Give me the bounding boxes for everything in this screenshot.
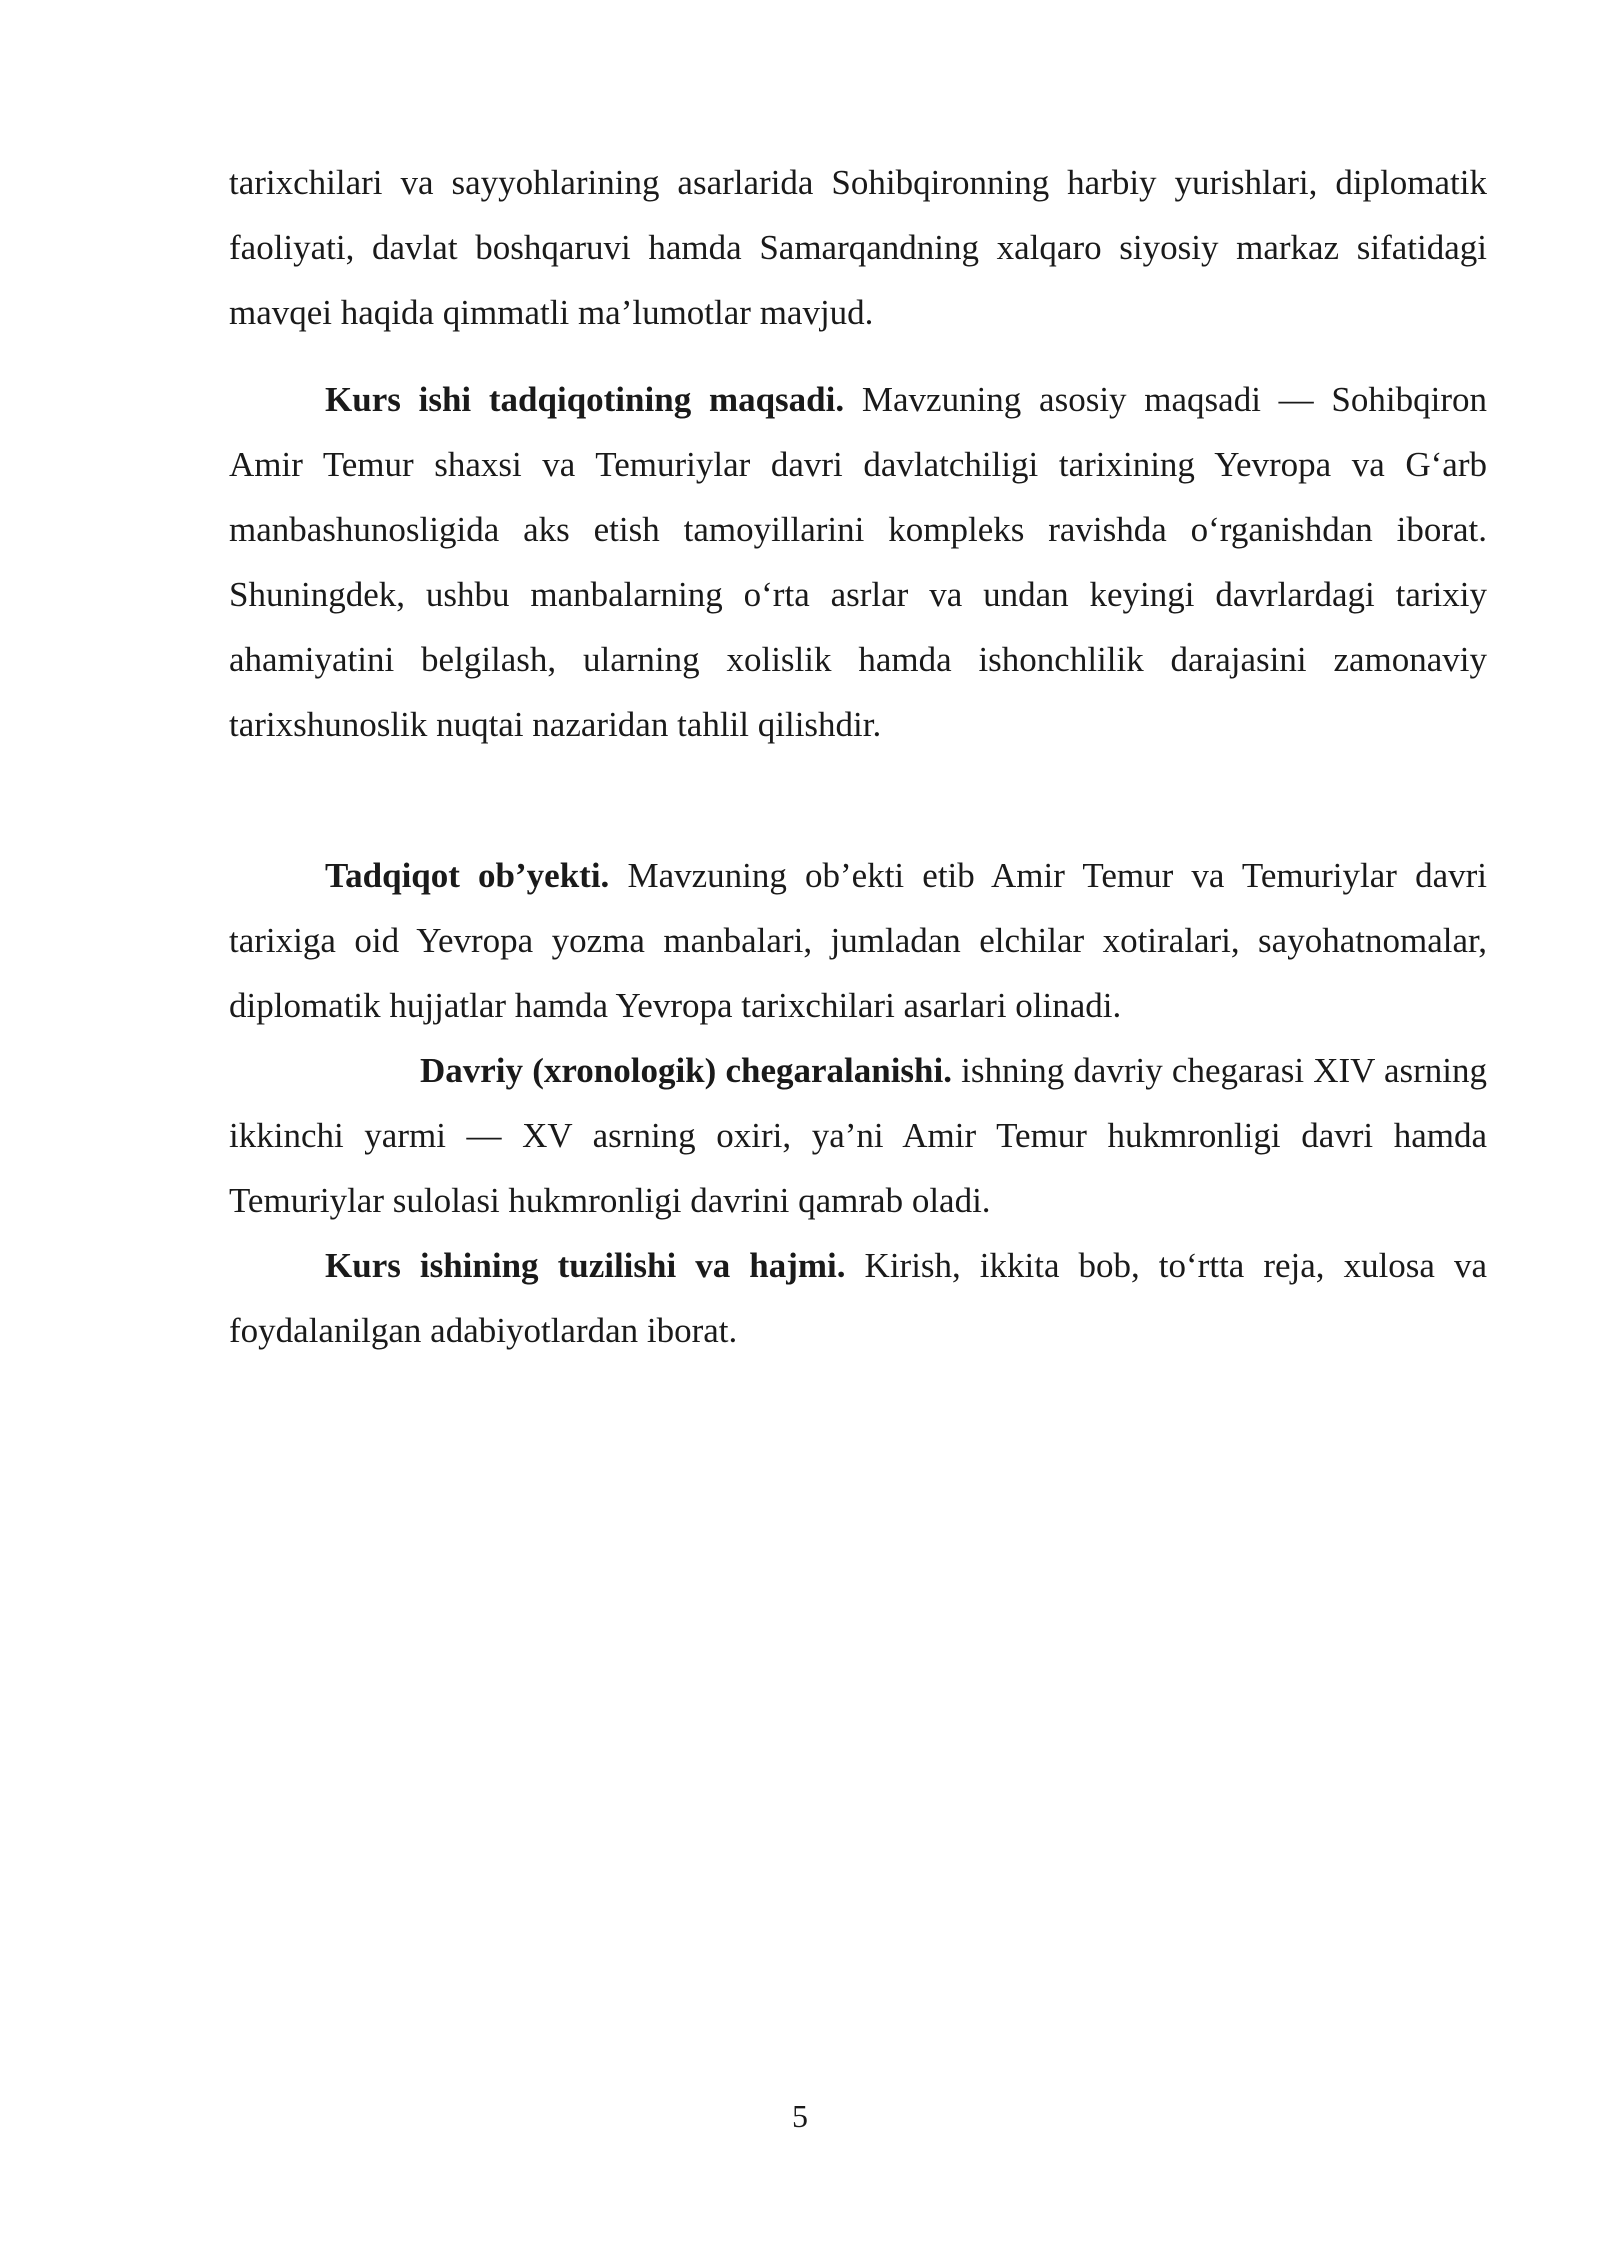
paragraph-text: Mavzuning ob’ekti etib Amir Temur va Temuriylar davri tarixiga oid Yevropa yozma manbalari, jumladan elchilar xotiralari, sayohatnomalar, diplomatik hujjatlar hamda Yevropa tarixchilari asarlari olinadi. — [229, 856, 1487, 1025]
page-number: 5 — [792, 2098, 808, 2134]
paragraph-text: Kirish, ikkita bob, to‘rtta reja, xulosa va foydalanilgan adabiyotlardan iborat. — [229, 1246, 1488, 1350]
paragraph-heading: Tadqiqot ob’yekti. — [325, 856, 610, 895]
paragraph-text: tarixchilari va sayyohlarining asarlarida Sohibqironning harbiy yurishlari, diplomatik faoliyati, davlat boshqaruvi hamda Samarqandning xalqaro siyosiy markaz sifatidagi mavqei haqida qimmatli ma’lumotlar mavjud. — [229, 163, 1487, 332]
paragraph-text: ishning davriy chegarasi XIV asrning ikkinchi yarmi — XV asrning oxiri, ya’ni Amir Temur hukmronligi davri hamda Temuriylar sulolasi hukmronligi davrini qamrab oladi. — [229, 1051, 1487, 1220]
document-page — [229, 150, 1487, 1363]
paragraph-heading: Davriy (xronologik) chegaralanishi. — [420, 1051, 952, 1090]
paragraph-research-object — [229, 843, 1487, 1038]
paragraph-text: Mavzuning asosiy maqsadi — Sohibqiron Amir Temur shaxsi va Temuriylar davri davlatchiligi tarixining Yevropa va G‘arb manbashunosligida aks etish tamoyillarini kompleks ravishda o‘rganishdan iborat. Shuningdek, ushbu manbalarning o‘rta asrlar va undan keyingi davrlardagi tarixiy ahamiyatini belgilash, ularning xolislik hamda ishonchlilik darajasini zamonaviy tarixshunoslik nuqtai nazaridan tahlil qilishdir. — [229, 380, 1487, 744]
paragraph-heading: Kurs ishining tuzilishi va hajmi. — [325, 1246, 846, 1285]
paragraph-structure — [229, 1233, 1487, 1363]
paragraph-heading: Kurs ishi tadqiqotining maqsadi. — [325, 380, 845, 419]
paragraph-chronological-scope — [229, 1038, 1487, 1233]
paragraph-research-goal — [229, 367, 1487, 757]
paragraph-intro-continuation — [229, 150, 1487, 345]
